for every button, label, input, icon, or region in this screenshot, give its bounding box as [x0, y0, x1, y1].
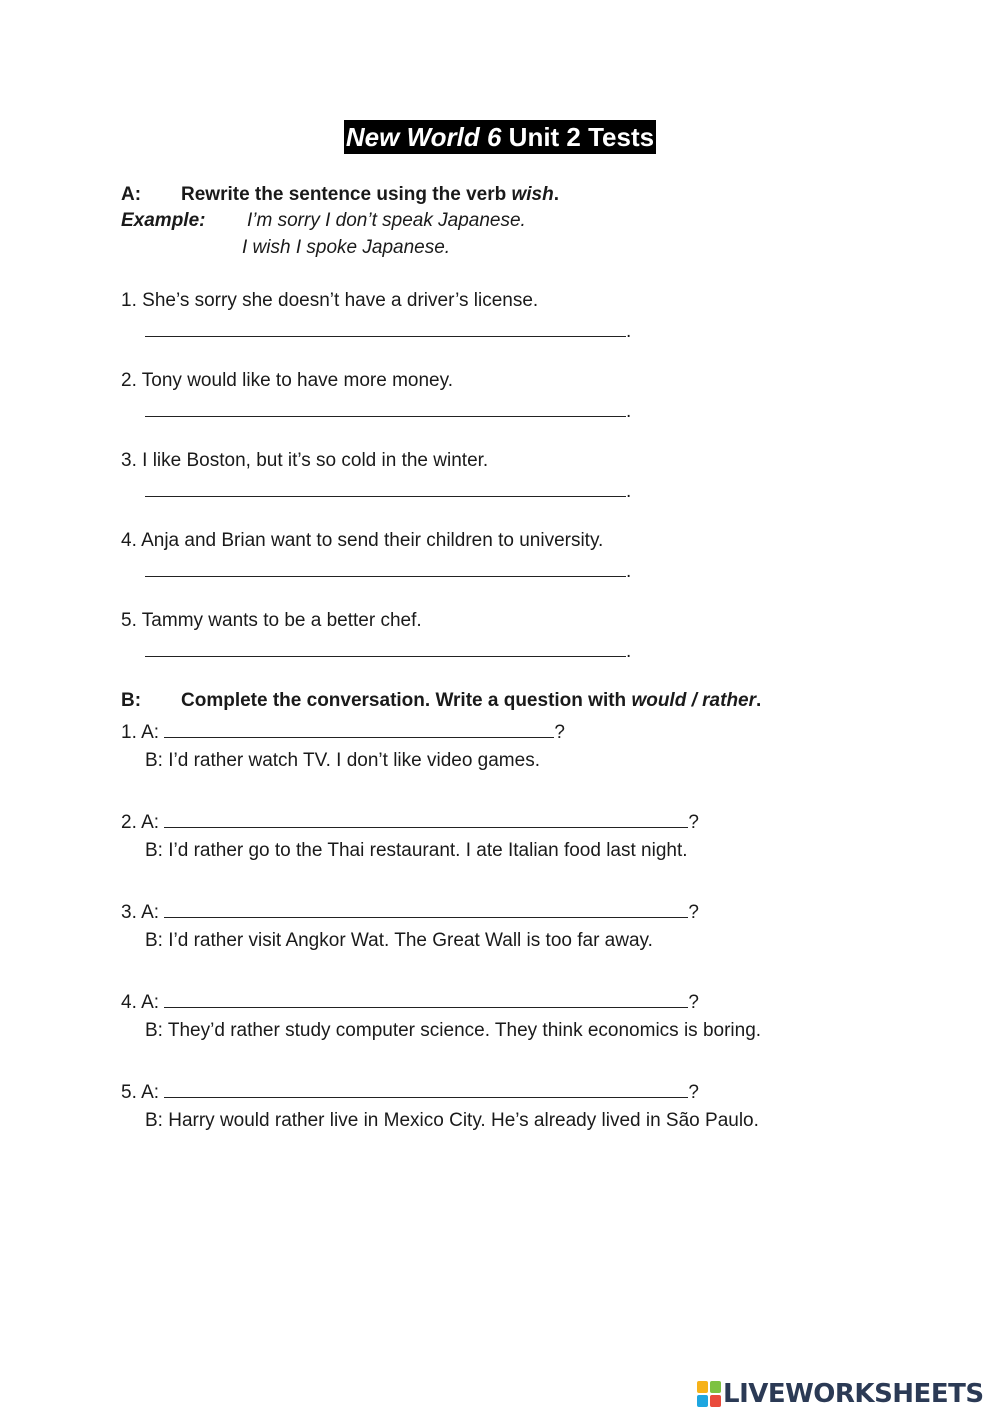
answer-line-a-5[interactable] [145, 638, 631, 664]
section-b-instruction: Complete the conversation. Write a question with would / rather. [181, 690, 762, 711]
question-b-2 [121, 809, 699, 835]
question-b-3 [121, 899, 699, 925]
answer-line-a-4[interactable] [145, 558, 631, 584]
speaker-a-label: A: [141, 992, 160, 1013]
answer-blank[interactable] [145, 318, 626, 337]
question-number: 4. [121, 530, 137, 551]
logo-square-4 [710, 1395, 721, 1407]
speaker-b-line-3: B: I’d rather visit Angkor Wat. The Great Wall is too far away. [145, 930, 653, 951]
answer-end-mark: ? [688, 902, 699, 923]
question-number: 5. [121, 1082, 137, 1103]
question-number: 3. [121, 450, 137, 471]
speaker-b-line-5: B: Harry would rather live in Mexico City. He’s already lived in São Paulo. [145, 1110, 759, 1131]
answer-blank[interactable] [164, 719, 554, 738]
logo-square-2 [710, 1381, 721, 1393]
answer-blank[interactable] [145, 638, 626, 657]
question-number: 2. [121, 370, 137, 391]
answer-end-mark: . [626, 561, 632, 582]
answer-blank[interactable] [145, 558, 626, 577]
answer-line-a-2[interactable] [145, 398, 631, 424]
question-a-2 [121, 369, 453, 393]
speaker-b-line-4: B: They’d rather study computer science. They think economics is boring. [145, 1020, 762, 1041]
section-b-letter: B: [121, 690, 142, 711]
answer-blank[interactable] [145, 398, 626, 417]
answer-end-mark: ? [688, 1082, 699, 1103]
question-number: 5. [121, 610, 137, 631]
question-b-1 [121, 719, 565, 745]
question-number: 3. [121, 902, 137, 923]
answer-end-mark: ? [688, 992, 699, 1013]
answer-blank[interactable] [164, 1079, 688, 1098]
title-italic: New World 6 [345, 122, 502, 152]
answer-end-mark: . [626, 321, 632, 342]
question-a-5 [121, 609, 422, 633]
speaker-a-label: A: [141, 1082, 160, 1103]
example-sentence: I’m sorry I don’t speak Japanese. [247, 210, 526, 231]
example-answer: I wish I spoke Japanese. [242, 237, 451, 258]
answer-end-mark: ? [554, 722, 565, 743]
question-text: I like Boston, but it’s so cold in the winter. [142, 450, 489, 471]
answer-end-mark: . [626, 641, 632, 662]
title-rest: Unit 2 Tests [501, 122, 655, 152]
speaker-b-line-1: B: I’d rather watch TV. I don’t like video games. [145, 750, 540, 771]
answer-blank[interactable] [164, 899, 688, 918]
logo-text: LIVEWORKSHEETS [723, 1379, 984, 1409]
question-text: Tammy wants to be a better chef. [141, 610, 422, 631]
question-number: 4. [121, 992, 137, 1013]
answer-end-mark: . [626, 481, 632, 502]
liveworksheets-logo [697, 1378, 984, 1410]
logo-square-1 [697, 1381, 708, 1393]
logo-mark-icon [697, 1381, 721, 1407]
question-b-4 [121, 989, 699, 1015]
question-number: 1. [121, 290, 137, 311]
worksheet-title [0, 120, 1000, 154]
question-number: 1. [121, 722, 137, 743]
section-a-letter: A: [121, 184, 142, 205]
answer-line-a-3[interactable] [145, 478, 631, 504]
speaker-a-label: A: [141, 812, 160, 833]
example-label: Example: [121, 210, 206, 231]
question-a-1 [121, 289, 538, 313]
answer-blank[interactable] [145, 478, 626, 497]
question-a-4 [121, 529, 603, 553]
question-text: Anja and Brian want to send their children to university. [141, 530, 604, 551]
section-a-instruction: Rewrite the sentence using the verb wish. [181, 184, 559, 205]
question-number: 2. [121, 812, 137, 833]
question-b-5 [121, 1079, 699, 1105]
answer-blank[interactable] [164, 809, 688, 828]
question-text: She’s sorry she doesn’t have a driver’s license. [142, 290, 539, 311]
question-a-3 [121, 449, 488, 473]
answer-line-a-1[interactable] [145, 318, 631, 344]
answer-end-mark: . [626, 401, 632, 422]
answer-blank[interactable] [164, 989, 688, 1008]
answer-end-mark: ? [688, 812, 699, 833]
speaker-a-label: A: [141, 902, 160, 923]
question-text: Tony would like to have more money. [141, 370, 453, 391]
speaker-b-line-2: B: I’d rather go to the Thai restaurant. I ate Italian food last night. [145, 840, 688, 861]
logo-square-3 [697, 1395, 708, 1407]
speaker-a-label: A: [141, 722, 160, 743]
